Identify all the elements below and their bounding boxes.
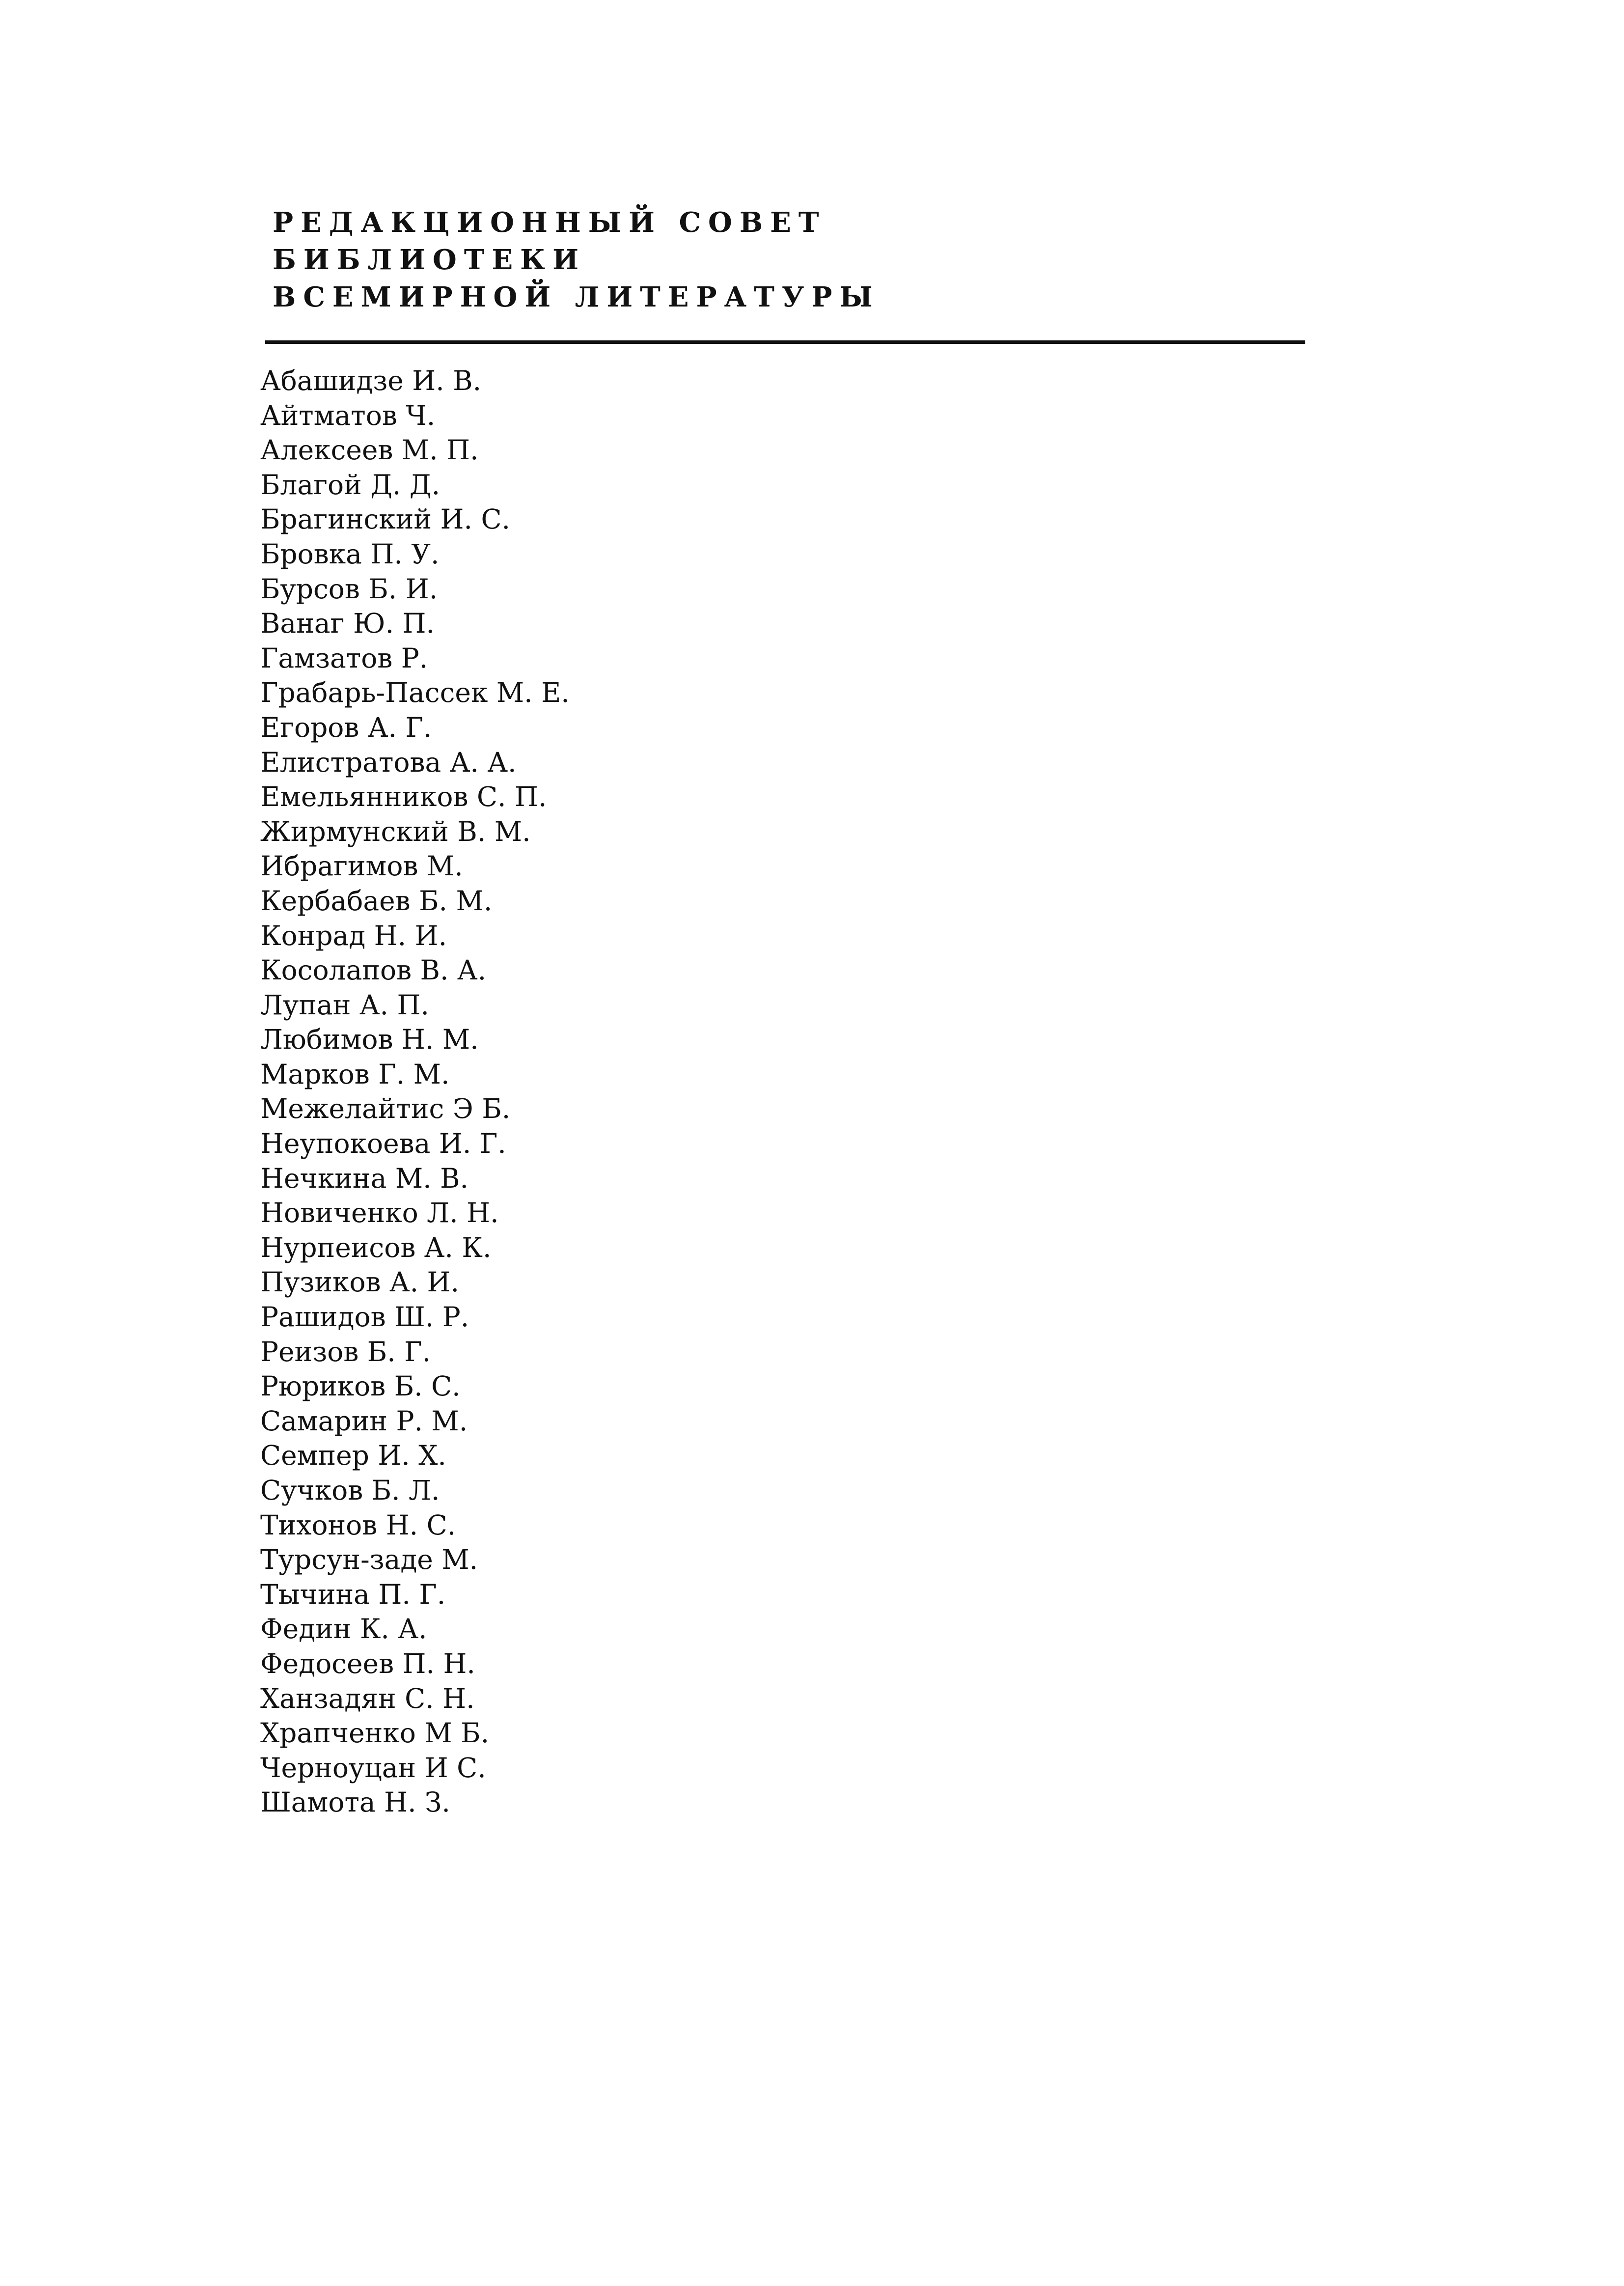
member-name: Лупан А. П. [260,989,429,1021]
member-name: Егоров А. Г. [260,711,432,743]
member-name: Новиченко Л. Н. [260,1197,499,1229]
heading-line: БИБЛИОТЕКИ [273,244,586,276]
member-name: Косолапов В. А. [260,954,487,986]
member-name: Нечкина М. В. [260,1162,469,1194]
member-name: Семпер И. Х. [260,1440,446,1472]
member-name: Неупокоева И. Г. [260,1128,506,1160]
editorial-board-heading [273,204,960,316]
member-name: Федосеев П. Н. [260,1647,475,1679]
heading-line: ВСЕМИРНОЙ ЛИТЕРАТУРЫ [273,281,880,313]
member-name: Айтматов Ч. [260,399,436,431]
member-name: Ханзадян С. Н. [260,1682,475,1714]
members-list [260,363,570,1820]
heading-line: РЕДАКЦИОННЫЙ СОВЕТ [273,206,826,239]
member-name: Черноуцан И С. [260,1752,486,1784]
member-name: Абашидзе И. В. [260,365,482,396]
member-name: Рюриков Б. С. [260,1370,461,1402]
member-name: Шамота Н. З. [260,1786,450,1818]
horizontal-rule [265,340,1305,344]
member-name: Любимов Н. М. [260,1024,479,1056]
member-name: Бурсов Б. И. [260,573,438,605]
member-name: Сучков Б. Л. [260,1475,440,1506]
member-name: Пузиков А. И. [260,1266,459,1298]
member-name: Конрад Н. И. [260,920,447,951]
member-name: Емельянников С. П. [260,781,547,813]
member-name: Тихонов Н. С. [260,1509,456,1541]
member-name: Кербабаев Б. М. [260,885,493,917]
member-name: Алексеев М. П. [260,434,479,466]
member-name: Благой Д. Д. [260,469,440,501]
member-name: Турсун-заде М. [260,1544,478,1576]
member-name: Храпченко М Б. [260,1717,490,1749]
member-name: Бровка П. У. [260,538,440,570]
member-name: Рашидов Ш. Р. [260,1301,469,1333]
member-name: Реизов Б. Г. [260,1336,431,1367]
member-name: Брагинский И. С. [260,503,511,535]
member-name: Тычина П. Г. [260,1578,446,1610]
member-name: Гамзатов Р. [260,642,428,674]
member-name: Межелайтис Э Б. [260,1093,511,1125]
member-name: Самарин Р. М. [260,1405,468,1437]
member-name: Ибрагимов М. [260,850,463,882]
member-name: Елистратова А. А. [260,746,517,778]
member-name: Марков Г. М. [260,1058,450,1090]
member-name: Ванаг Ю. П. [260,608,435,640]
member-name: Нурпеисов А. К. [260,1231,492,1263]
member-name: Жирмунский В. М. [260,815,531,847]
member-name: Грабарь-Пассек М. Е. [260,677,570,709]
member-name: Федин К. А. [260,1613,427,1645]
